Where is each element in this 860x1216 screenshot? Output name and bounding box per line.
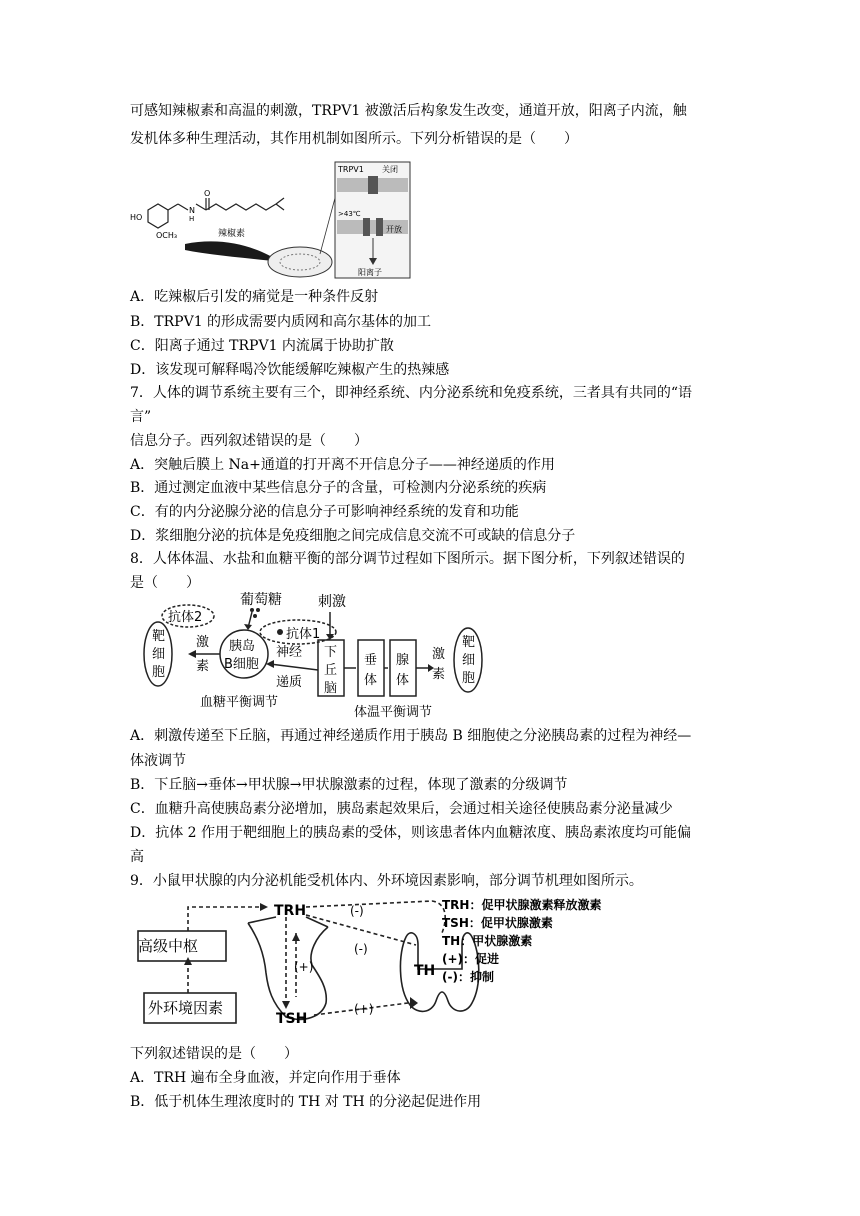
antibody2-label: 抗体2 — [168, 610, 203, 625]
open-label: 开放 — [386, 225, 402, 234]
intro-line-1: 可感知辣椒素和高温的刺激，TRPV1 被激活后构象发生改变，通道开放，阳离子内流，触 — [130, 103, 687, 119]
neuro-label-2: 递质 — [276, 675, 303, 690]
th-label: TH — [414, 963, 436, 979]
body-temp-caption: 体温平衡调节 — [354, 705, 433, 720]
capsaicin-molecule — [148, 198, 284, 228]
higher-center-label: 高级中枢 — [138, 937, 199, 955]
q9-stem: 9．小鼠甲状腺的内分泌机能受机体内、外环境因素影响，部分调节机理如图所示。 — [130, 873, 643, 889]
tsh-label: TSH — [276, 1011, 308, 1027]
q8-option-d-1: D．抗体 2 作用于靶细胞上的胰岛素的受体，则该患者体内血糖浓度、胰岛素浓度均可能偏 — [130, 825, 692, 841]
q8-option-a-2: 体液调节 — [130, 753, 186, 769]
q6-option-c: C．阳离子通过 TRPV1 内流属于协助扩散 — [130, 338, 394, 354]
legend-trh: TRH：促甲状腺激素释放激素 — [442, 898, 602, 912]
q7-option-c: C．有的内分泌腺分泌的信息分子可影响神经系统的发育和功能 — [130, 504, 519, 520]
target-right-3: 胞 — [462, 671, 476, 686]
gland-1: 腺 — [396, 653, 410, 668]
legend-minus: (-)：抑制 — [442, 970, 494, 984]
q9-option-b: B．低于机体生理浓度时的 TH 对 TH 的分泌起促进作用 — [130, 1094, 482, 1110]
channel-closed-icon — [368, 176, 378, 194]
n-label: N — [189, 206, 195, 215]
hormone-left-1: 激 — [196, 635, 210, 650]
minus-sign-1: (-) — [350, 904, 364, 918]
neuro-label-1: 神经 — [276, 645, 303, 660]
hormone-left-2: 素 — [196, 659, 210, 674]
trpv1-label: TRPV1 — [338, 165, 364, 174]
hypothalamus-1: 下 — [324, 645, 338, 660]
hormone-right-2: 素 — [432, 667, 446, 682]
pepper-icon — [185, 241, 280, 262]
q8-stem-2: 是（ ） — [130, 575, 200, 591]
q6-option-b: B．TRPV1 的形成需要内质网和高尔基体的加工 — [130, 314, 432, 330]
external-factor-label: 外环境因素 — [148, 999, 224, 1017]
legend-th: TH：甲状腺激素 — [442, 934, 533, 948]
q8-option-b: B．下丘脑→垂体→甲状腺→甲状腺激素的过程，体现了激素的分级调节 — [130, 777, 568, 793]
target-right-2: 细 — [462, 653, 476, 668]
capsaicin-label: 辣椒素 — [218, 229, 246, 239]
channel-open-icon — [376, 218, 383, 236]
q9-ask: 下列叙述错误的是（ ） — [130, 1046, 298, 1062]
islet-label-2: B细胞 — [224, 657, 259, 672]
glucose-label: 葡萄糖 — [240, 592, 282, 608]
figure-trpv1 — [130, 158, 415, 283]
stimulus-label: 刺激 — [318, 594, 346, 610]
minus-sign-2: (-) — [354, 942, 368, 956]
hypothalamus-2: 丘 — [324, 663, 338, 678]
target-left-3: 胞 — [152, 665, 166, 680]
q8-option-a-1: A．刺激传递至下丘脑，再通过神经递质作用于胰岛 B 细胞使之分泌胰岛素的过程为神经— — [130, 728, 692, 744]
antibody1-label: 抗体1 — [286, 627, 321, 642]
plus-sign-1: (+) — [294, 960, 314, 974]
och3-label: OCH₃ — [156, 231, 178, 240]
q7-stem-1: 7．人体的调节系统主要有三个，即神经系统、内分泌系统和免疫系统，三者具有共同的“语 — [130, 385, 693, 401]
blood-sugar-caption: 血糖平衡调节 — [200, 695, 279, 710]
temperature-label: >43℃ — [338, 210, 361, 218]
figure-regulation — [140, 592, 495, 720]
plus-sign-2: (+) — [354, 1002, 374, 1016]
pituitary-2: 体 — [364, 673, 378, 688]
gland-2: 体 — [396, 673, 410, 688]
q8-option-d-2: 高 — [130, 849, 144, 865]
o-label: O — [204, 189, 211, 198]
hypothalamus-3: 脑 — [324, 681, 338, 696]
q7-option-b: B．通过测定血液中某些信息分子的含量，可检测内分泌系统的疾病 — [130, 480, 547, 496]
ho-label: HO — [130, 213, 143, 222]
target-left-2: 细 — [152, 647, 166, 662]
q8-stem-1: 8．人体体温、水盐和血糖平衡的部分调节过程如下图所示。据下图分析，下列叙述错误的 — [130, 551, 685, 567]
q7-option-d: D．浆细胞分泌的抗体是免疫细胞之间完成信息交流不可或缺的信息分子 — [130, 528, 576, 544]
thyroid-legend — [442, 897, 601, 984]
q8-option-c: C．血糖升高使胰岛素分泌增加，胰岛素起效果后，会通过相关途径使胰岛素分泌量减少 — [130, 801, 673, 817]
hormone-right-1: 激 — [432, 647, 446, 662]
target-left-1: 靶 — [152, 629, 166, 644]
trh-label: TRH — [274, 903, 307, 919]
q6-option-a: A．吃辣椒后引发的痛觉是一种条件反射 — [130, 289, 379, 305]
q9-option-a: A．TRH 遍布全身血液，并定向作用于垂体 — [130, 1070, 401, 1086]
q7-stem-3: 信息分子。西列叙述错误的是（ ） — [130, 433, 368, 449]
closed-label: 关闭 — [382, 165, 398, 174]
q7-stem-2: 言” — [130, 409, 152, 425]
legend-plus: (+)：促进 — [442, 952, 500, 966]
q6-option-d: D．该发现可解释喝冷饮能缓解吃辣椒产生的热辣感 — [130, 362, 450, 378]
cell-dish — [268, 247, 332, 277]
target-right-1: 靶 — [462, 635, 476, 650]
islet-label-1: 胰岛 — [229, 639, 256, 654]
intro-line-2: 发机体多种生理活动，其作用机制如图所示。下列分析错误的是（ ） — [130, 131, 578, 147]
q7-option-a: A．突触后膜上 Na+通道的打开离不开信息分子——神经递质的作用 — [130, 457, 555, 473]
h-label: H — [189, 215, 195, 223]
figure-thyroid — [136, 893, 616, 1033]
cation-label: 阳离子 — [358, 268, 382, 277]
legend-tsh: TSH：促甲状腺激素 — [442, 916, 553, 930]
pituitary-1: 垂 — [364, 653, 378, 668]
